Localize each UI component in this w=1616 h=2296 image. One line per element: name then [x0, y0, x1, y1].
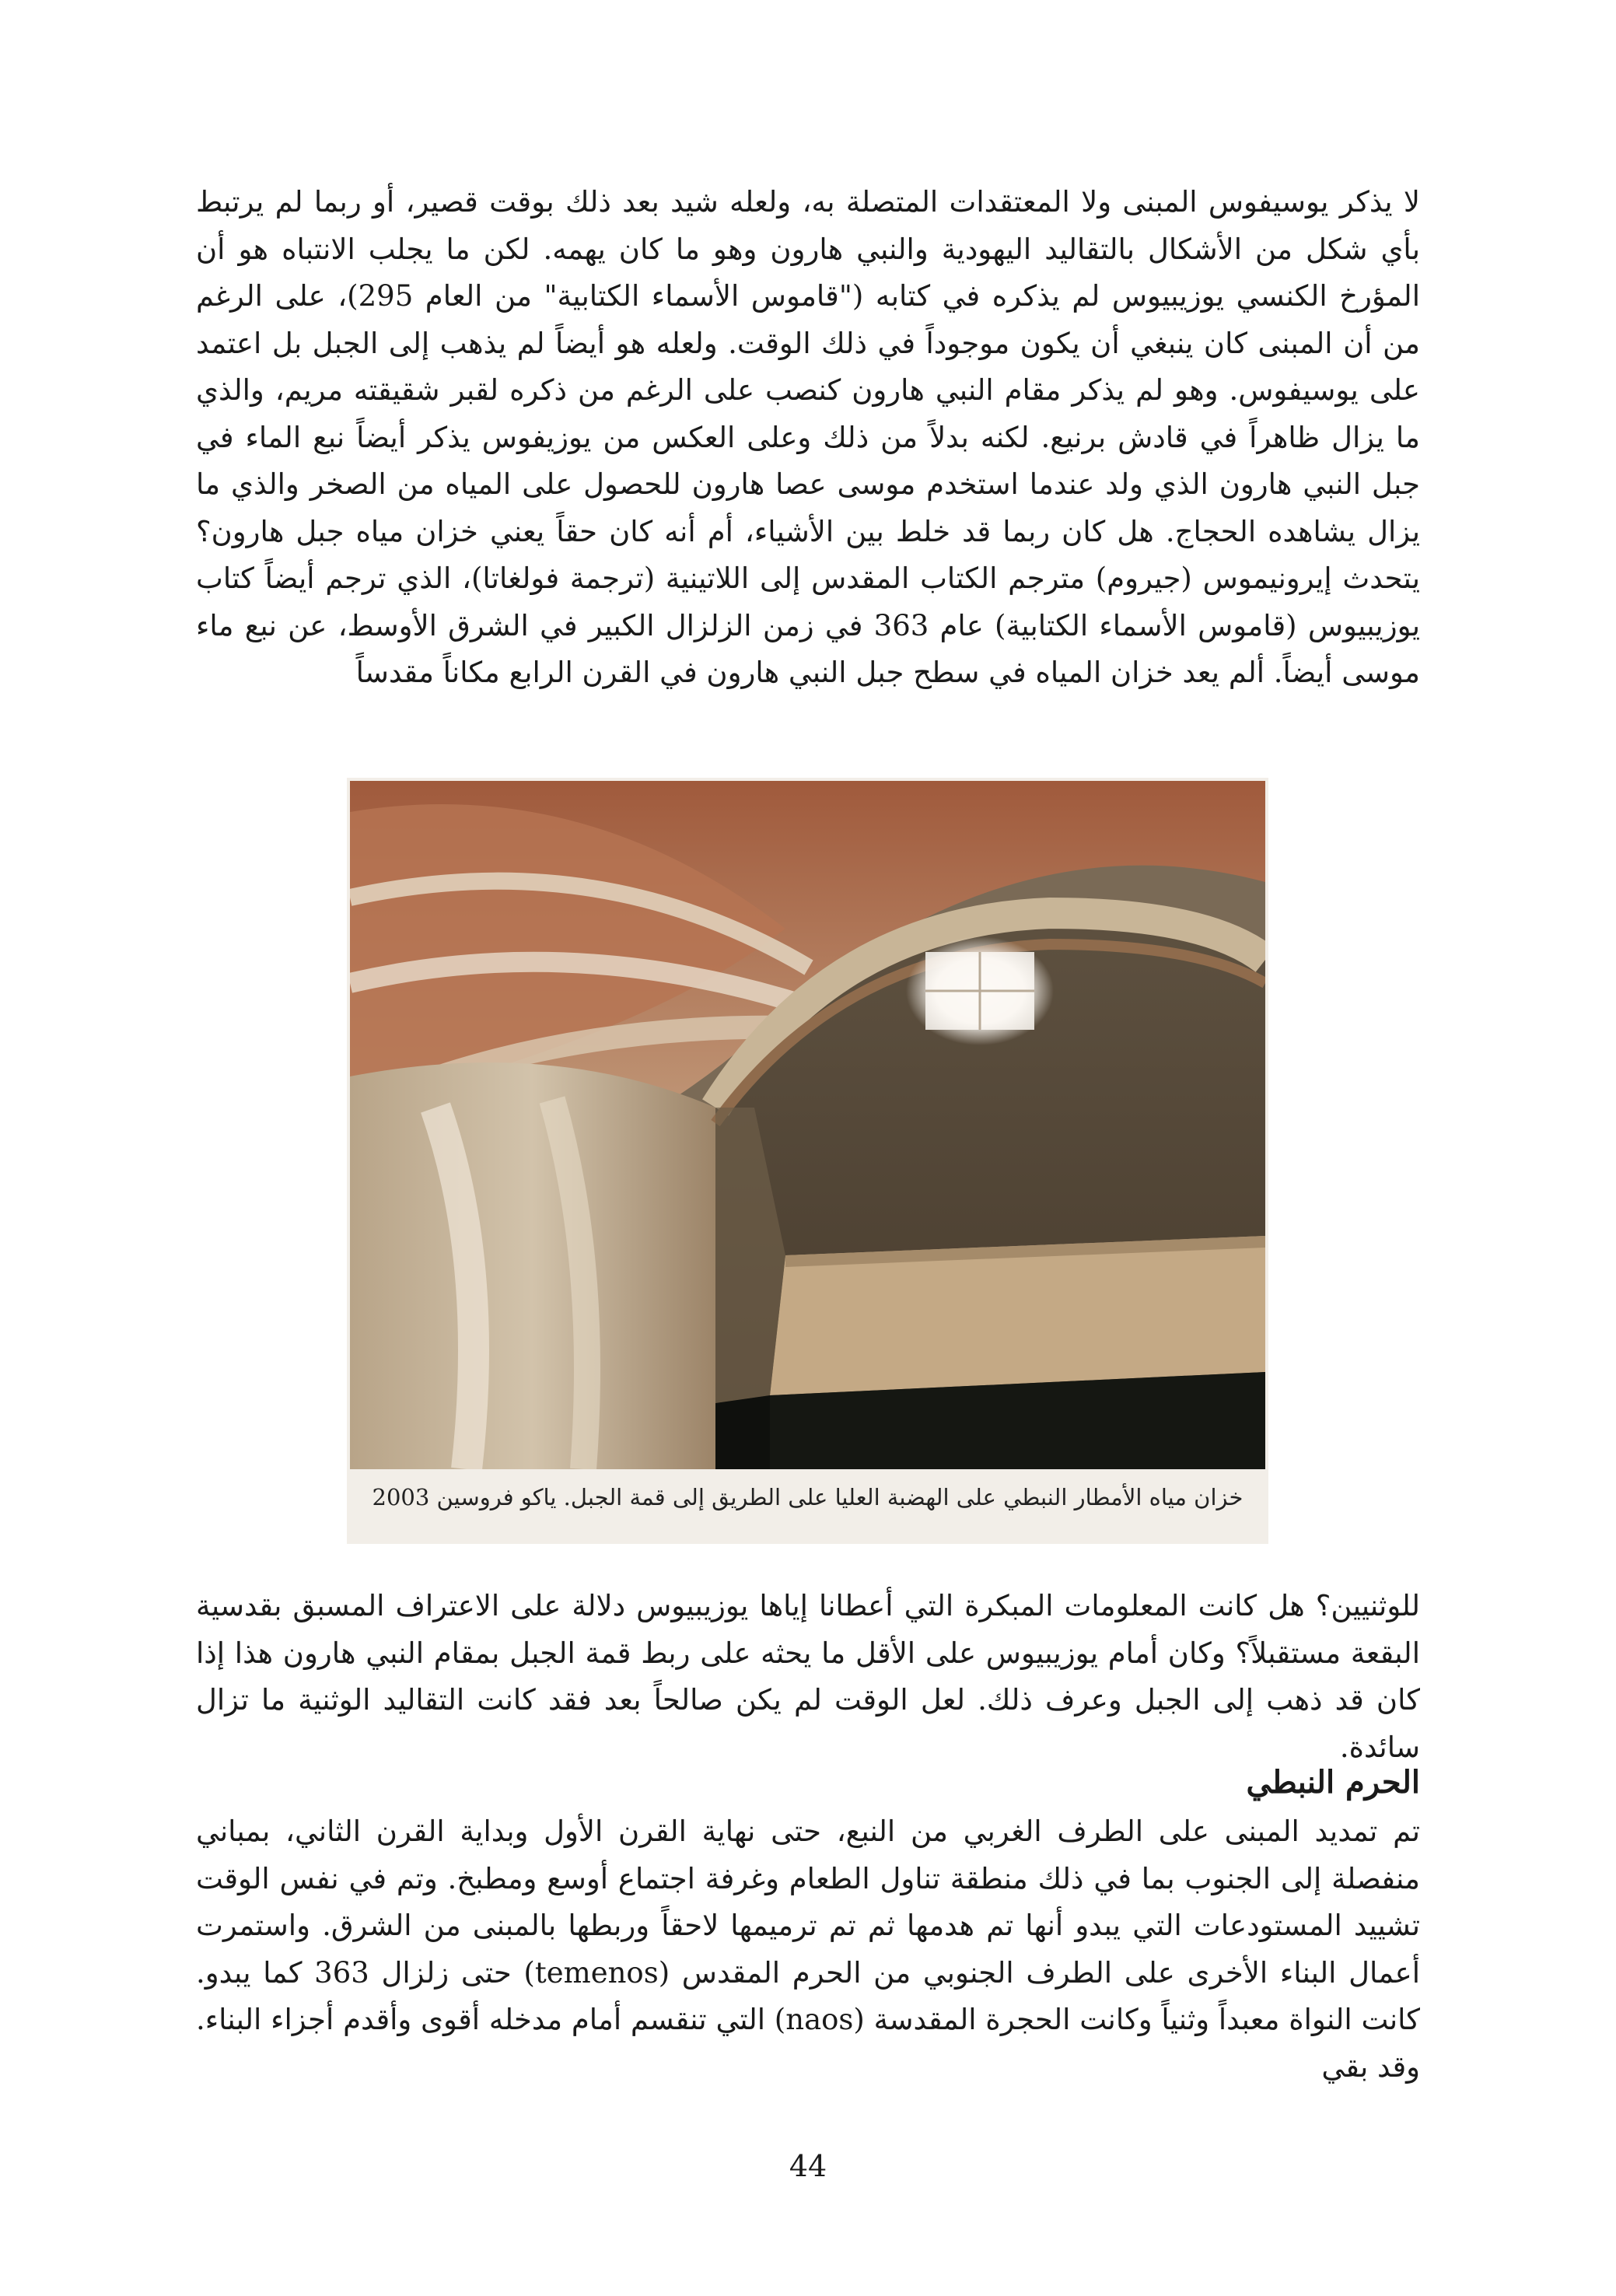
cistern-photo — [350, 781, 1265, 1469]
figure-caption: خزان مياه الأمطار النبطي على الهضبة العليا على الطريق إلى قمة الجبل. ياكو فروسين 2003 — [372, 1484, 1243, 1510]
figure — [347, 778, 1268, 1544]
paragraph-1 — [196, 179, 1420, 697]
section-heading: الحرم النبطي — [1246, 1764, 1420, 1801]
paragraph-1-text: لا يذكر يوسيفوس المبنى ولا المعتقدات المتصلة به، ولعله شيد بعد ذلك بوقت قصير، أو ربما لم يرتبط بأي شكل من الأشكال بالتقاليد اليهودية والنبي هارون وهو ما كان يهمه. لكن ما يجلب الانتباه هو أن المؤرخ الكنسي يوزيبيوس لم يذكره في كتابه ("قاموس الأسماء الكتابية" من العام 295)، على الرغم من أن المبنى كان ينبغي أن يكون موجوداً في ذلك الوقت. ولعله هو أيضاً لم يذهب إلى الجبل بل اعتمد على يوسيفوس. وهو لم يذكر مقام النبي هارون كنصب على الرغم من ذكره لقبر شقيقته مريم، والذي ما يزال ظاهراً في قادش برنيع. لكنه بدلاً من ذلك وعلى العكس من يوزيفوس يذكر أيضاً نبع الماء في جبل النبي هارون الذي ولد عندما استخدم موسى عصا هارون للحصول على المياه من الصخر والذي ما يزال يشاهده الحجاج. هل كان ربما قد خلط بين الأشياء، أم أنه كان حقاً يعني خزان مياه جبل هارون؟ يتحدث إيرونيموس (جيروم) مترجم الكتاب المقدس إلى اللاتينية (ترجمة فولغاتا)، الذي ترجم أيضاً كتاب يوزيبيوس (قاموس الأسماء الكتابية) عام 363 في زمن الزلزال الكبير في الشرق الأوسط، عن نبع ماء موسى أيضاً. ألم يعد خزان المياه في سطح جبل النبي هارون في القرن الرابع مكاناً مقدساً — [196, 185, 1421, 689]
paragraph-3-text: تم تمديد المبنى على الطرف الغربي من النبع، حتى نهاية القرن الأول وبداية القرن الثاني، بمباني منفصلة إلى الجنوب بما في ذلك منطقة تناول الطعام وغرفة اجتماع أوسع ومطبخ. وتم في نفس الوقت تشييد المستودعات التي يبدو أنها تم هدمها ثم تم ترميمها لاحقاً وربطها بالمبنى من الشرق. واستمرت أعمال البناء الأخرى على الطرف الجنوبي من الحرم المقدس (temenos) حتى زلزال 363 كما يبدو. كانت النواة معبداً وثنياً وكانت الحجرة المقدسة (naos) التي تنقسم أمام مدخله أقوى وأقدم أجزاء البناء. وقد بقي — [196, 1815, 1421, 2084]
paragraph-2-text: للوثنيين؟ هل كانت المعلومات المبكرة التي أعطانا إياها يوزيبيوس دلالة على الاعتراف المسبق بقدسية البقعة مستقبلاً؟ وكان أمام يوزيبيوس على الأقل ما يحثه على ربط قمة الجبل بمقام النبي هارون هذا إذا كان قد ذهب إلى الجبل وعرف ذلك. لعل الوقت لم يكن صالحاً بعد فقد كانت التقاليد الوثنية ما تزال سائدة. — [196, 1589, 1420, 1764]
paragraph-3 — [196, 1808, 1420, 2091]
paragraph-2 — [196, 1583, 1420, 1771]
page-number: 44 — [789, 2149, 827, 2183]
